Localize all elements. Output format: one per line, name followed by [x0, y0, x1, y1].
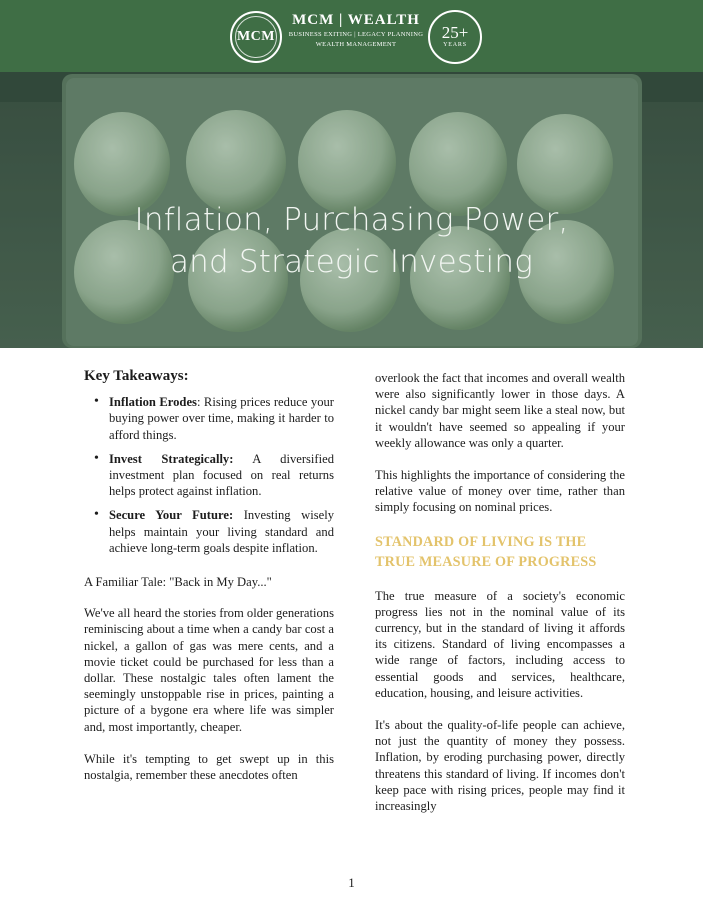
body-paragraph: We've all heard the stories from older generations reminiscing about a time when a candy bar cost a nickel, a gallon of gas was mere cents, and a movie ticket could be purchased for less than a dollar. These nostalgic tales often lament the seemingly unstoppable rise in prices, painting a picture of a bygone era where life was simpler and, most importantly, cheaper.	[84, 606, 334, 734]
key-takeaways-list	[109, 394, 334, 556]
section-heading-line-1: STANDARD OF LIVING IS THE	[375, 533, 587, 550]
body-paragraph: While it's tempting to get swept up in this nostalgia, remember these anecdotes often	[84, 751, 334, 783]
body-paragraph: overlook the fact that incomes and overall wealth were also significantly lower in those days. A nickel candy bar might seem like a steal now, but it wouldn't have seemed so appealing if your weekly allowance was only a quarter.	[375, 371, 625, 450]
takeaway-term: Secure Your Future:	[109, 508, 234, 523]
section-heading	[375, 532, 625, 572]
brand-tagline-2: WEALTH MANAGEMENT	[315, 41, 397, 48]
hero-title-line-1: Inflation, Purchasing Power,	[134, 202, 569, 238]
anniversary-badge	[428, 10, 482, 64]
company-logo	[230, 9, 480, 65]
hero-image	[0, 72, 703, 348]
right-column	[375, 370, 625, 830]
takeaway-text: : Rising prices reduce your buying power over time, making it harder to afford things.	[109, 395, 334, 442]
takeaway-term: Inflation Erodes	[109, 395, 197, 410]
mcm-logo-text: MCM	[236, 29, 276, 44]
body-paragraph: The true measure of a society's economic progress lies not in the nominal value of its currency, but in the standard of living it affords its citizens. Standard of living encompasses a wide range of factors, including access to essential goods and services, healthcare, education, housing, and leisure activities.	[375, 588, 625, 700]
familiar-tale-subheading: A Familiar Tale: "Back in My Day..."	[84, 575, 272, 590]
brand-tagline-1: BUSINESS EXITING | LEGACY PLANNING	[288, 31, 424, 38]
years-number: 25+	[441, 23, 469, 42]
body-paragraph: It's about the quality-of-life people can achieve, not just the quantity of money they possess. Inflation, by eroding purchasing power, directly threatens this standard of living. If incomes don't keep pace with rising prices, people may find it increasingly	[375, 718, 625, 814]
mcm-logo-mark	[230, 11, 282, 63]
takeaway-text: A diversified investment plan focused on real returns helps protect against inflation.	[109, 451, 335, 499]
takeaway-item	[109, 507, 334, 556]
takeaway-item	[109, 394, 334, 443]
takeaway-item	[109, 451, 334, 500]
page-number: 1	[348, 875, 355, 890]
body-paragraph: This highlights the importance of considering the relative value of money over time, rather than simply focusing on nominal prices.	[375, 468, 625, 515]
takeaway-term: Invest Strategically:	[109, 451, 234, 466]
key-takeaways-heading: Key Takeaways:	[84, 368, 189, 384]
takeaway-text: Investing wisely helps maintain your living standard and achieve long-term goals despite inflation.	[109, 508, 334, 555]
section-heading-line-2: TRUE MEASURE OF PROGRESS	[375, 553, 597, 570]
left-column	[84, 365, 334, 799]
hero-title	[0, 199, 703, 283]
brand-block	[286, 12, 426, 49]
brand-name: MCM | WEALTH	[292, 12, 420, 28]
header-band	[0, 0, 703, 72]
hero-title-line-2: and Strategic Investing	[169, 244, 534, 280]
years-label: YEARS	[443, 42, 467, 48]
